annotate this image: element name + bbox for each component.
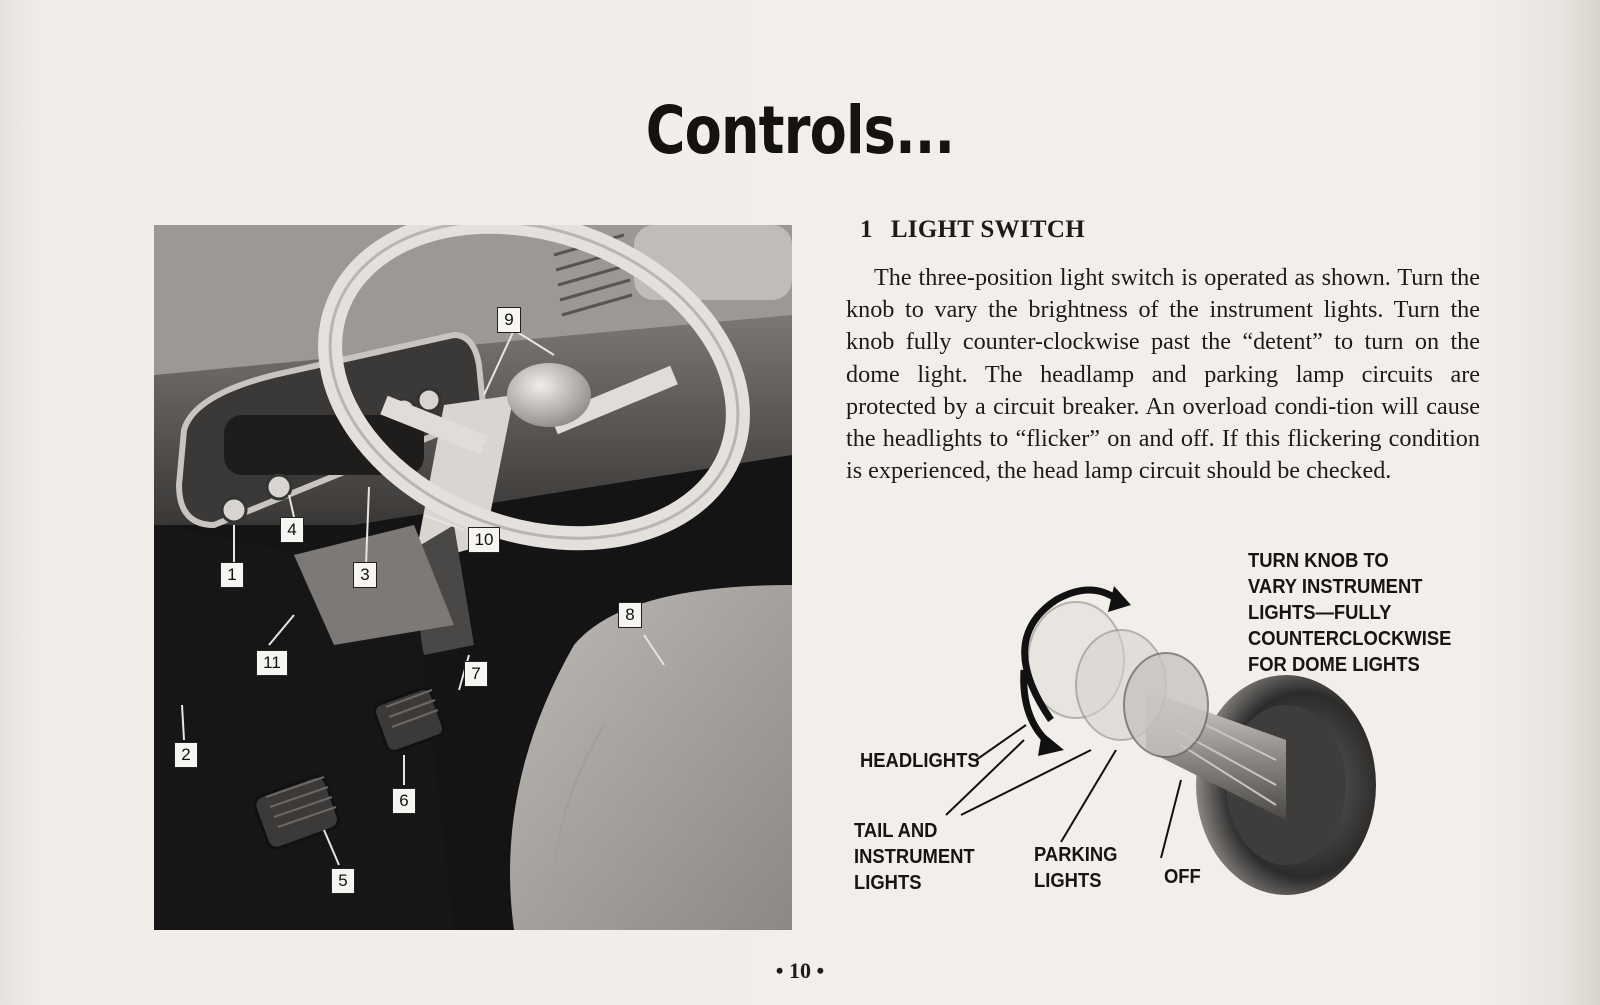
- page-number: • 10 •: [775, 958, 825, 983]
- section-number: 1: [860, 216, 873, 243]
- headlights-label: HEADLIGHTS: [860, 750, 980, 772]
- callout-1: 1: [220, 562, 244, 588]
- parking-lights-label: PARKING LIGHTS: [1034, 844, 1118, 892]
- callout-11: 11: [256, 650, 288, 676]
- section-heading: [860, 216, 1085, 244]
- callout-4: 4: [280, 517, 304, 543]
- callout-6: 6: [392, 788, 416, 814]
- off-label: OFF: [1164, 866, 1201, 888]
- dashboard-photo: [154, 225, 792, 930]
- light-switch-diagram: [846, 550, 1486, 940]
- callout-3: 3: [353, 562, 377, 588]
- page-title: Controls...: [645, 92, 955, 169]
- callout-8: 8: [618, 602, 642, 628]
- callout-2: 2: [174, 742, 198, 768]
- turn-knob-label: TURN KNOB TO VARY INSTRUMENT LIGHTS—FULLY COUNTERCLOCKWISE FOR DOME LIGHTS: [1248, 550, 1452, 676]
- tail-instrument-lights-label: TAIL AND INSTRUMENT LIGHTS: [854, 820, 975, 894]
- callout-10: 10: [468, 527, 500, 553]
- callout-5: 5: [331, 868, 355, 894]
- callout-7: 7: [464, 661, 488, 687]
- section-heading-text: LIGHT SWITCH: [890, 216, 1085, 243]
- callout-9: 9: [497, 307, 521, 333]
- dashboard-illustration: [154, 225, 792, 930]
- section-paragraph: The three-position light switch is operated as shown. Turn the knob to vary the brightness of the instrument lights. Turn the knob fully counter-clockwise past the “detent” to turn on the dome light. The headlamp and parking lamp circuits are protected by a circuit breaker. An overload condi-tion will cause the headlights to “flicker” on and off. If this flickering condition is experienced, the head lamp circuit should be checked.: [846, 264, 1480, 485]
